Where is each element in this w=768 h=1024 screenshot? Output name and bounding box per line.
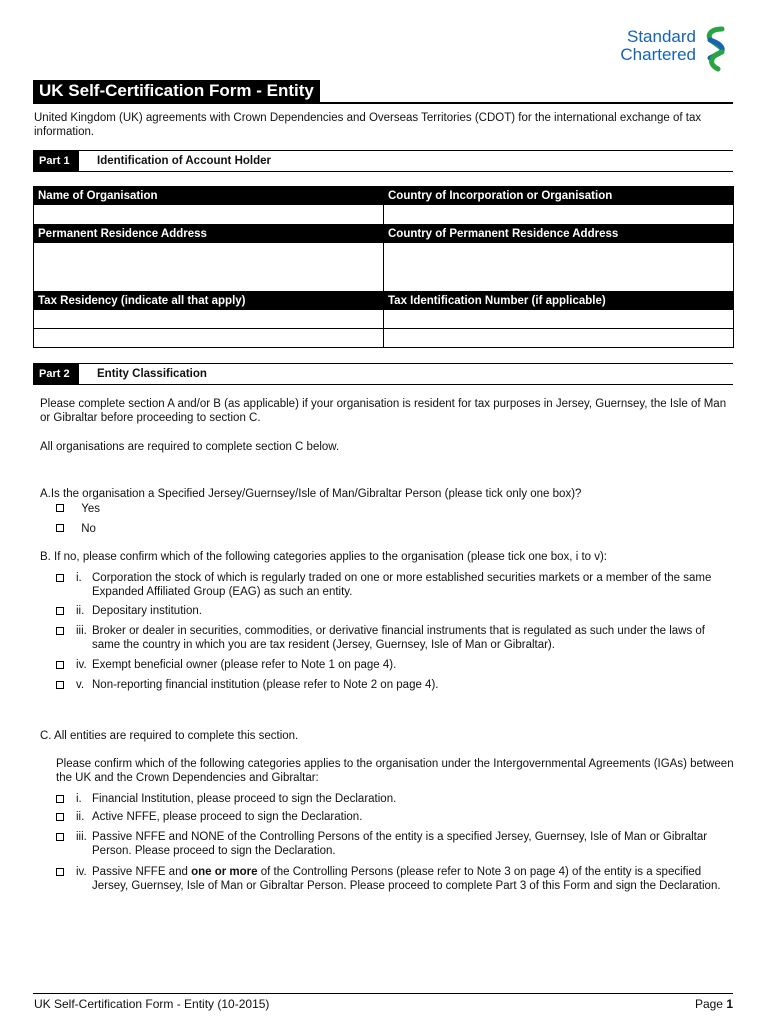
page-title: UK Self-Certification Form - Entity [33, 80, 320, 103]
checkbox[interactable] [56, 524, 64, 532]
checkbox[interactable] [56, 813, 64, 821]
checkbox[interactable] [56, 574, 64, 582]
title-divider [33, 102, 733, 104]
permanent-residence-address-label: Permanent Residence Address [34, 225, 384, 243]
option-text-post: of the Controlling Persons (please refer to Note 3 on page 4) of the entity is a specified Jersey, Guernsey, Isle of Man or Gibraltar Person. Please proceed to complete Part 3 of this Form and sign the Declaration. [92, 866, 721, 892]
brand-name-line1: Standard [627, 27, 696, 46]
name-of-organisation-field[interactable] [34, 205, 384, 225]
country-of-incorporation-field[interactable] [384, 205, 734, 225]
option-number: i. [76, 793, 82, 805]
option-number: iv. [76, 659, 87, 671]
option-number: ii. [76, 605, 85, 617]
footer-divider [33, 993, 733, 994]
option-text: Financial Institution, please proceed to sign the Declaration. [92, 793, 397, 805]
section-b-option-v[interactable] [56, 678, 736, 692]
checkbox[interactable] [56, 868, 64, 876]
name-of-organisation-label: Name of Organisation [34, 187, 384, 205]
option-label: No [81, 523, 96, 535]
part2-title: Entity Classification [97, 368, 207, 380]
checkbox[interactable] [56, 795, 64, 803]
permanent-residence-address-field[interactable] [34, 243, 384, 292]
brand-logo [612, 26, 737, 74]
account-holder-table [33, 186, 734, 348]
page-label: Page [694, 997, 723, 1011]
tax-residency-field-1[interactable] [34, 310, 384, 329]
checkbox[interactable] [56, 607, 64, 615]
section-a-question: A.Is the organisation a Specified Jersey/Guernsey/Isle of Man/Gibraltar Person (please tick only one box)? [40, 488, 582, 500]
checkbox[interactable] [56, 627, 64, 635]
option-number: v. [76, 679, 85, 691]
option-number: ii. [76, 811, 85, 823]
tin-field-2[interactable] [384, 329, 734, 348]
option-number: iv. [76, 866, 87, 878]
section-c-intro: Please confirm which of the following categories applies to the organisation under the Intergovernmental Agreements (IGAs) between the UK and the Crown Dependencies and Gibraltar: [56, 758, 734, 784]
tin-label: Tax Identification Number (if applicable) [384, 292, 734, 310]
option-number: iii. [76, 625, 87, 637]
option-label: Yes [81, 503, 100, 515]
option-text: Non-reporting financial institution (please refer to Note 2 on page 4). [92, 679, 439, 691]
part1-title: Identification of Account Holder [97, 155, 271, 167]
checkbox[interactable] [56, 504, 64, 512]
section-b-option-ii[interactable] [56, 604, 736, 618]
option-number: i. [76, 572, 82, 584]
country-of-permanent-residence-label: Country of Permanent Residence Address [384, 225, 734, 243]
section-c-option-ii[interactable] [56, 810, 736, 824]
option-text: Exempt beneficial owner (please refer to Note 1 on page 4). [92, 659, 397, 671]
brand-name-line2: Chartered [620, 45, 696, 64]
option-text: Passive NFFE and NONE of the Controlling Persons of the entity is a specified Jersey, Guernsey, Isle of Man or Gibraltar Person. Please proceed to sign the Declaration. [92, 831, 708, 857]
section-a-option-no[interactable] [56, 522, 96, 536]
section-c-option-i[interactable] [56, 792, 736, 806]
section-c-option-iv[interactable] [56, 865, 736, 893]
option-number: iii. [76, 831, 87, 843]
option-text: Corporation the stock of which is regularly traded on one or more established securities markets or a member of the same Expanded Affiliated Group (EAG) as such an entity. [92, 572, 712, 598]
brand-name [612, 28, 696, 64]
section-b-option-iii[interactable] [56, 624, 736, 652]
section-a-option-yes[interactable] [56, 502, 100, 516]
part1-label: Part 1 [33, 151, 79, 171]
section-b-option-iv[interactable] [56, 658, 736, 672]
section-b-option-i[interactable] [56, 571, 736, 599]
option-text: Broker or dealer in securities, commodities, or derivative financial instruments that is regulated as such under the laws of same the country in which you are tax resident (Jersey, Guernsey, Isle of Man or Gibraltar). [92, 625, 705, 651]
tax-residency-label: Tax Residency (indicate all that apply) [34, 292, 384, 310]
option-text: Active NFFE, please proceed to sign the Declaration. [92, 811, 363, 823]
form-title-block [33, 80, 320, 103]
standard-chartered-logo-icon [700, 26, 732, 72]
section-c-option-iii[interactable] [56, 830, 736, 858]
footer-form-name: UK Self-Certification Form - Entity (10-2015) [34, 997, 270, 1011]
intro-text: United Kingdom (UK) agreements with Crown Dependencies and Overseas Territories (CDOT) for the international exchange of tax information. [34, 112, 702, 138]
part2-instruction-1: Please complete section A and/or B (as applicable) if your organisation is resident for tax purposes in Jersey, Guernsey, the Isle of Man or Gibraltar before proceeding to section C. [40, 398, 727, 424]
checkbox[interactable] [56, 681, 64, 689]
part2-header [33, 363, 733, 385]
checkbox[interactable] [56, 833, 64, 841]
part2-instruction-2: All organisations are required to complete section C below. [40, 441, 340, 453]
tin-field-1[interactable] [384, 310, 734, 329]
part2-label: Part 2 [33, 364, 79, 384]
option-text-emphasis: one or more [191, 866, 258, 878]
part1-header [33, 150, 733, 172]
country-of-incorporation-label: Country of Incorporation or Organisation [384, 187, 734, 205]
option-text-pre: Passive NFFE and [92, 866, 192, 878]
section-b-question: B. If no, please confirm which of the following categories applies to the organisation (please tick one box, i to v): [40, 551, 608, 563]
page-number [660, 997, 733, 1011]
tax-residency-field-2[interactable] [34, 329, 384, 348]
section-c-heading: C. All entities are required to complete this section. [40, 730, 299, 742]
country-of-permanent-residence-field[interactable] [384, 243, 734, 292]
option-text: Depositary institution. [92, 605, 202, 617]
page-number-value: 1 [726, 997, 733, 1011]
option-text [92, 865, 736, 893]
checkbox[interactable] [56, 661, 64, 669]
